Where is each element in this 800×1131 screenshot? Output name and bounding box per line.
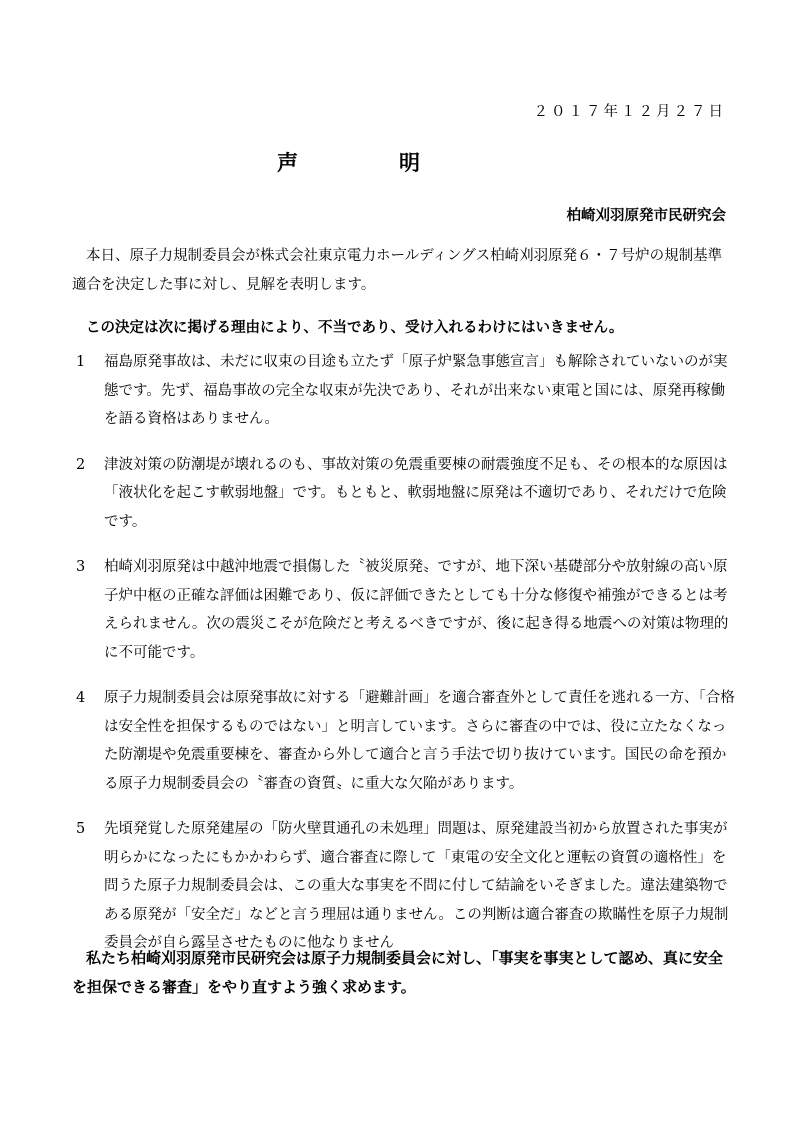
document-date: ２０１７年１２月２７日 [533, 104, 726, 120]
reason-number: 5 [76, 821, 86, 837]
reason-text: 先頃発覚した原発建屋の「防火壁貫通孔の未処理」問題は、原発建設当初から放置された事実が明らかになったにもかかわらず、適合審査に際して「東電の安全文化と運転の資質の適格性」を問うた原子力規制委員会は、この重大な事実を不問に付して結論をいそぎました。違法建築物である原発が「安全だ」などと言う理屈は通りません。この判断は適合審査の欺瞞性を原子力規制委員会が自ら露呈させたものに他なりません [104, 821, 729, 951]
document-title: 声 明 [277, 150, 460, 175]
reason-number: 3 [76, 559, 86, 575]
reasons-list [72, 348, 736, 975]
reason-number: 4 [76, 690, 86, 706]
reason-text: 福島原発事故は、未だに収束の目途も立たず「原子炉緊急事態宣言」も解除されていないのが実態です。先ず、福島事故の完全な収束が先決であり、それが出来ない東電と国には、原発再稼働を語る資格はありません。 [104, 354, 728, 427]
reason-item-4 [72, 684, 736, 798]
reason-number: 2 [76, 456, 86, 473]
reason-item-5 [72, 815, 736, 958]
reason-item-3 [72, 553, 736, 667]
organization-name: 柏崎刈羽原発市民研究会 [566, 207, 726, 224]
reason-item-1 [72, 348, 736, 434]
reason-text: 原子力規制委員会は原発事故に対する「避難計画」を適合審査外として責任を逃れる一方、「合格は安全性を担保するものではない」と明言しています。さらに審査の中では、役に立たなくなった防潮堤や免震重要棟を、審査から外して適合と言う手法で切り抜けています。国民の命を預かる原子力規制委員会の〝審査の資質〟に重大な欠陥があります。 [104, 690, 735, 792]
reason-text: 津波対策の防潮堤が壊れるのも、事故対策の免震重要棟の耐震強度不足も、その根本的な原因は「液状化を起こす軟弱地盤」です。もともと、軟弱地盤に原発は不適切であり、それだけで危険です。 [104, 456, 728, 530]
reason-number: 1 [76, 354, 86, 370]
intro-paragraph: 本日、原子力規制委員会が株式会社東京電力ホールディングス柏崎刈羽原発６・７号炉の規制基準適合を決定した事に対し、見解を表明します。 [72, 248, 723, 293]
reason-item-2 [72, 451, 736, 537]
closing-demand: 私たち柏崎刈羽原発市民研究会は原子力規制委員会に対し、「事実を事実として認め、真に安全を担保できる審査」をやり直すよう強く求めます。 [72, 949, 723, 996]
reason-text: 柏崎刈羽原発は中越沖地震で損傷した〝被災原発〟ですが、地下深い基礎部分や放射線の高い原子炉中枢の正確な評価は困難であり、仮に評価できたとしても十分な修復や補強ができるとは考えられません。次の震災こそが危険だと考えるべきですが、後に起き得る地震への対策は物理的に不可能です。 [104, 559, 729, 661]
lead-statement: この決定は次に掲げる理由により、不当であり、受け入れるわけにはいきません。 [86, 319, 624, 336]
